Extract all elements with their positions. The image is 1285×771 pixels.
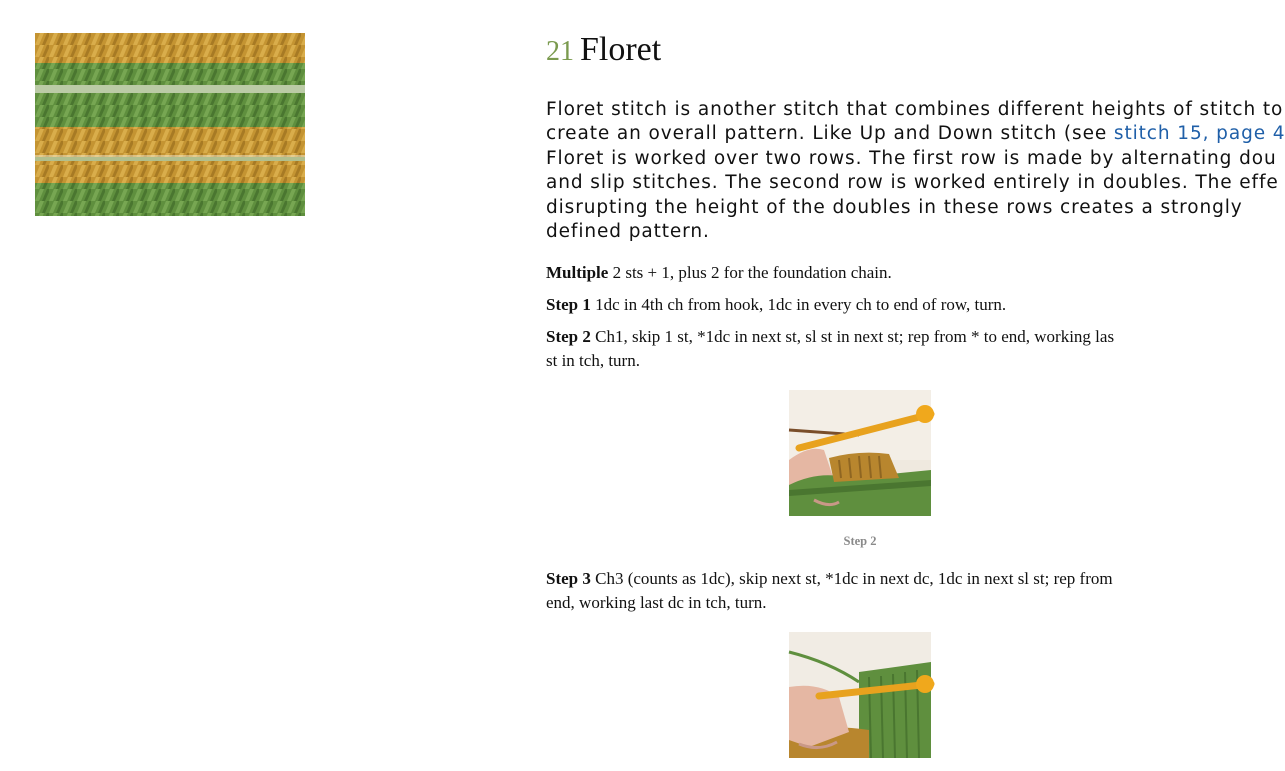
multiple-text: 2 sts + 1, plus 2 for the foundation chain. — [612, 263, 892, 282]
step-1-text: 1dc in 4th ch from hook, 1dc in every ch to end of row, turn. — [595, 295, 1007, 314]
step-2-photo-caption: Step 2 — [843, 534, 877, 548]
step-3-text-continued: end, working last dc in tch, turn. — [546, 593, 767, 612]
step-2-text-continued: st in tch, turn. — [546, 351, 640, 370]
intro-line: disrupting the height of the doubles in these rows creates a strongly — [546, 196, 1243, 218]
step-1-instruction — [546, 293, 1166, 317]
multiple-instruction — [546, 261, 1166, 285]
intro-line: Floret stitch is another stitch that combines different heights of stitch to — [546, 99, 1284, 120]
step-2-photo — [789, 390, 931, 516]
intro-line: defined pattern. — [546, 221, 710, 243]
step-3-photo — [789, 632, 931, 758]
intro-line: and slip stitches. The second row is worked entirely in doubles. The effe — [546, 172, 1279, 194]
step-1-label: Step 1 — [546, 295, 591, 314]
pattern-number: 21 — [546, 36, 574, 67]
multiple-label: Multiple — [546, 263, 609, 282]
pattern-heading — [546, 30, 661, 72]
pattern-column — [546, 0, 1285, 771]
intro-paragraph — [546, 98, 1285, 244]
step-3-label: Step 3 — [546, 569, 591, 588]
floret-swatch-image — [35, 33, 305, 216]
step-3-instruction — [546, 567, 1166, 615]
pattern-title: Floret — [580, 31, 662, 68]
cross-reference-link[interactable]: stitch 15, page 4 — [1113, 123, 1285, 145]
step-2-text: Ch1, skip 1 st, *1dc in next st, sl st in next st; rep from * to end, working las — [595, 327, 1115, 346]
step-2-label: Step 2 — [546, 327, 591, 346]
step-3-text: Ch3 (counts as 1dc), skip next st, *1dc in next dc, 1dc in next sl st; rep from — [595, 569, 1113, 588]
step-2-instruction — [546, 325, 1166, 373]
intro-line — [546, 122, 1285, 146]
intro-line: Floret is worked over two rows. The first row is made by alternating dou — [546, 147, 1277, 169]
intro-text: create an overall pattern. Like Up and Down stitch (see — [546, 123, 1114, 145]
